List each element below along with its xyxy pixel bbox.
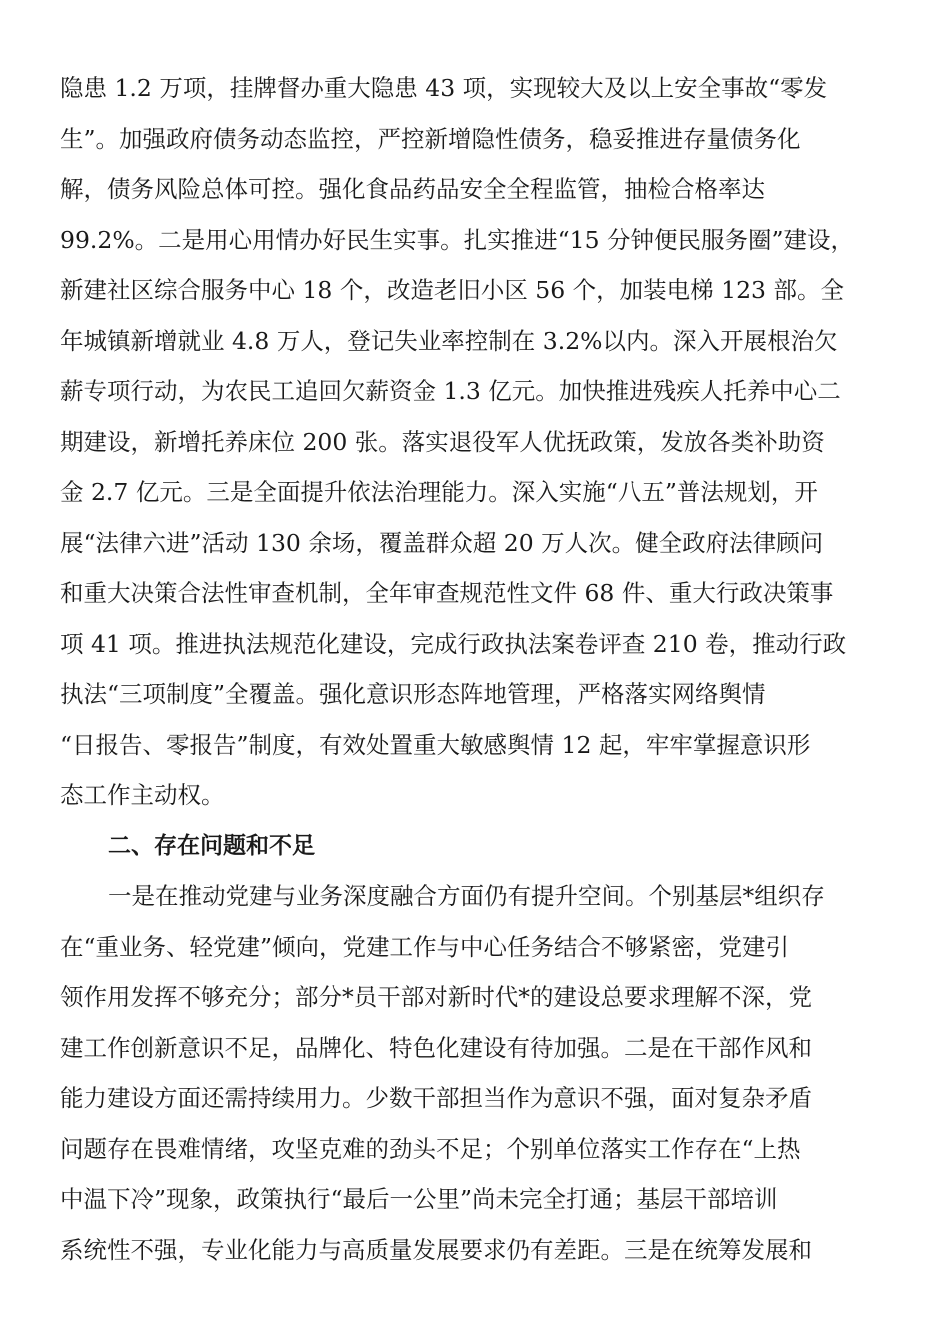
body-line: 系统性不强，专业化能力与高质量发展要求仍有差距。三是在统筹发展和 — [60, 1236, 812, 1264]
body-line: 建工作创新意识不足，品牌化、特色化建设有待加强。二是在干部作风和 — [60, 1034, 812, 1062]
body-line: 领作用发挥不够充分；部分*员干部对新时代*的建设总要求理解不深，党 — [60, 983, 812, 1011]
body-line: 和重大决策合法性审查机制，全年审查规范性文件 68 件、重大行政决策事 — [60, 579, 834, 607]
body-line: 展“法律六进”活动 130 余场，覆盖群众超 20 万人次。健全政府法律顾问 — [60, 529, 824, 557]
body-line: 问题存在畏难情绪，攻坚克难的劲头不足；个别单位落实工作存在“上热 — [60, 1135, 801, 1163]
body-line: “日报告、零报告”制度，有效处置重大敏感舆情 12 起，牢牢掌握意识形 — [60, 731, 811, 759]
body-line: 新建社区综合服务中心 18 个，改造老旧小区 56 个，加装电梯 123 部。全 — [60, 276, 844, 304]
body-line: 薪专项行动，为农民工追回欠薪资金 1.3 亿元。加快推进残疾人托养中心二 — [60, 377, 841, 405]
body-line: 态工作主动权。 — [60, 781, 225, 809]
body-line: 金 2.7 亿元。三是全面提升依法治理能力。深入实施“八五”普法规划，开 — [60, 478, 818, 506]
body-line: 能力建设方面还需持续用力。少数干部担当作为意识不强，面对复杂矛盾 — [60, 1084, 812, 1112]
body-line: 项 41 项。推进执法规范化建设，完成行政执法案卷评查 210 卷，推动行政 — [60, 630, 847, 658]
body-line: 解，债务风险总体可控。强化食品药品安全全程监管，抽检合格率达 — [60, 175, 765, 203]
body-line: 执法“三项制度”全覆盖。强化意识形态阵地管理，严格落实网络舆情 — [60, 680, 766, 708]
body-line: 年城镇新增就业 4.8 万人，登记失业率控制在 3.2%以内。深入开展根治欠 — [60, 327, 838, 355]
body-line: 中温下冷”现象，政策执行“最后一公里”尚未完全打通；基层干部培训 — [60, 1185, 778, 1213]
body-line: 期建设，新增托养床位 200 张。落实退役军人优抚政策，发放各类补助资 — [60, 428, 825, 456]
body-line: 一是在推动党建与业务深度融合方面仍有提升空间。个别基层*组织存 — [108, 882, 825, 910]
body-line: 生”。加强政府债务动态监控，严控新增隐性债务，稳妥推进存量债务化 — [60, 125, 801, 153]
body-line: 在“重业务、轻党建”倾向，党建工作与中心任务结合不够紧密，党建引 — [60, 933, 790, 961]
body-line: 隐患 1.2 万项，挂牌督办重大隐患 43 项，实现较大及以上安全事故“零发 — [60, 74, 828, 102]
section-heading: 二、存在问题和不足 — [108, 833, 315, 859]
body-line: 99.2%。二是用心用情办好民生实事。扎实推进“15 分钟便民服务圈”建设， — [60, 226, 855, 254]
